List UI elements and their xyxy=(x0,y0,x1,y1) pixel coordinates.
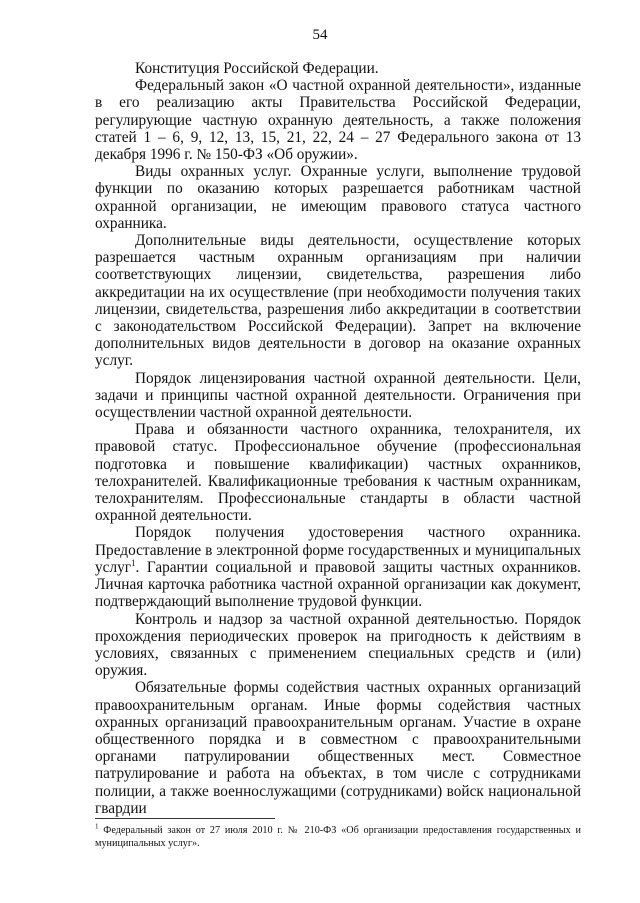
footnote-divider xyxy=(95,818,275,819)
page-number: 54 xyxy=(312,27,328,43)
paragraph-constitution: Конституция Российской Федерации. xyxy=(135,60,379,77)
paragraph-rights-duties: Права и обязанности частного охранника, телохранителя, их правовой статус. Профессиональное обучение (профессиональная подготовка и повышение квалификации) частных охранников, телохранителей. Квалификационные требования к частным охранникам, телохранителям. Профессиональные стандарты в области частной охранной деятельности. xyxy=(95,421,581,525)
footnote-mark: 1 xyxy=(95,822,99,831)
footnote xyxy=(95,824,581,850)
paragraph-additional-activities: Дополнительные виды деятельности, осуществление которых разрешается частным охранным организациям при наличии соответствующих лицензии, свидетельства, разрешения либо аккредитации на их осуществление (при необходимости получения таких лицензии, свидетельства, разрешения либо аккредитации в соответствии с законодательством Российской Федерации). Запрет на включение дополнительных видов деятельности в договор на оказание охранных услуг. xyxy=(95,232,581,370)
main-text xyxy=(95,60,581,817)
paragraph-assistance-forms: Обязательные формы содействия частных охранных организаций правоохранительным органам. Иные формы содействия частных охранных организаций правоохранительным органам. Участие в охране общественного порядка и в совместном с правоохранительными органами патрулировании общественных мест. Совместное патрулирование и работа на объектах, в том числе с сотрудниками полиции, а также военнослужащими (сотрудниками) войск национальной гвардии xyxy=(95,679,581,817)
paragraph-licensing: Порядок лицензирования частной охранной деятельности. Цели, задачи и принципы частной охранной деятельности. Ограничения при осуществлении частной охранной деятельности. xyxy=(95,369,581,422)
paragraph-federal-law: Федеральный закон «О частной охранной деятельности», изданные в его реализацию акты Правительства Российской Федерации, регулирующие частную охранную деятельность, а также положения статей 1 – 6, 9, 12, 13, 15, 21, 22, 24 – 27 Федерального закона от 13 декабря 1996 г. № 150-ФЗ «Об оружии». xyxy=(95,77,581,164)
paragraph-certificate-text-before: Порядок получения удостоверения частного охранника. Предоставление в электронной форме государственных и муниципальных услуг xyxy=(95,524,581,576)
footnote-text: Федеральный закон от 27 июля 2010 г. № 210-ФЗ «Об организации предоставления государственных и муниципальных услуг». xyxy=(95,825,581,849)
paragraph-certificate-text-after: . Гарантии социальной и правовой защиты частных охранников. Личная карточка работника частной охранной организации как документ, подтверждающий выполнение трудовой функции. xyxy=(95,558,581,611)
paragraph-certificate xyxy=(95,524,581,610)
paragraph-security-services: Виды охранных услуг. Охранные услуги, выполнение трудовой функции по оказанию которых разрешается работникам частной охранной организации, не имеющим правового статуса частного охранника. xyxy=(95,163,581,232)
footnote-reference: 1 xyxy=(131,557,136,568)
paragraph-control-supervision: Контроль и надзор за частной охранной деятельностью. Порядок прохождения периодических проверок на пригодность к действиям в условиях, связанных с применением специальных средств и (или) оружия. xyxy=(95,610,581,680)
